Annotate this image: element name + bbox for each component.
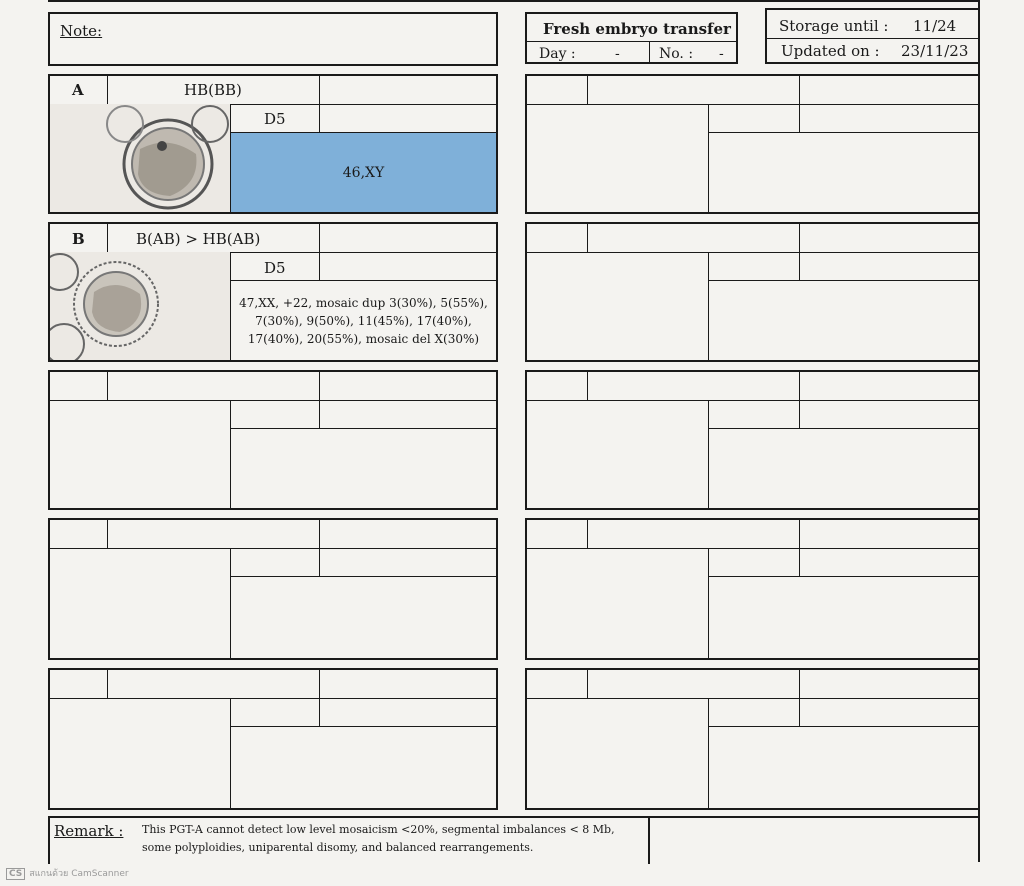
camscanner-logo-icon: CS — [6, 868, 25, 880]
updated-value: 23/11/23 — [901, 42, 969, 60]
remark-row — [48, 816, 980, 864]
pgt-result-line: 7(30%), 9(50%), 11(45%), 17(40%), — [255, 313, 472, 328]
storage-divider — [767, 38, 978, 39]
fresh-col-divider — [649, 41, 650, 62]
embryo-card-empty — [525, 74, 980, 214]
note-box — [48, 12, 498, 66]
fresh-divider — [527, 41, 736, 42]
blastocyst-image — [50, 252, 230, 360]
embryo-card-empty — [525, 518, 980, 660]
embryo-id: B — [72, 230, 85, 248]
embryo-card-a — [48, 74, 498, 214]
day-label: Day : — [539, 46, 576, 62]
embryo-grade: HB(BB) — [184, 81, 242, 99]
day-value: - — [615, 46, 620, 62]
note-label: Note: — [60, 22, 103, 40]
updated-label: Updated on : — [781, 42, 880, 60]
embryo-card-empty — [48, 518, 498, 660]
remark-divider — [648, 818, 650, 864]
storage-label: Storage until : — [779, 17, 889, 35]
embryo-id: A — [72, 81, 84, 99]
embryo-photo — [50, 104, 230, 212]
remark-text-line-1: This PGT-A cannot detect low level mosaicism <20%, segmental imbalances < 8 Mb, — [142, 823, 615, 836]
remark-text-line-2: some polyploidies, uniparental disomy, and balanced rearrangements. — [142, 841, 534, 854]
top-rule — [48, 0, 978, 2]
embryo-card-empty — [525, 370, 980, 510]
embryo-card-empty — [48, 370, 498, 510]
embryo-card-empty — [525, 668, 980, 810]
pgt-result-line: 17(40%), 20(55%), mosaic del X(30%) — [247, 331, 480, 346]
embryo-grade: B(AB) > HB(AB) — [136, 230, 261, 248]
embryo-photo — [50, 252, 230, 360]
no-value: - — [719, 46, 724, 62]
embryo-card-empty — [48, 668, 498, 810]
pgt-result-line: 47,XX, +22, mosaic dup 3(30%), 5(55%), — [239, 295, 488, 310]
storage-value: 11/24 — [913, 17, 957, 35]
pgt-result-cell — [231, 133, 496, 212]
blastocyst-image — [50, 104, 230, 212]
embryo-day: D5 — [264, 259, 286, 277]
no-label: No. : — [659, 46, 694, 62]
fresh-embryo-transfer-box — [525, 12, 738, 64]
remark-label: Remark : — [54, 822, 124, 840]
pgt-result-cell — [231, 281, 496, 360]
camscanner-text: สแกนด้วย CamScanner — [29, 869, 129, 879]
embryo-card-empty — [525, 222, 980, 362]
embryo-card-b — [48, 222, 498, 362]
fresh-embryo-transfer-title: Fresh embryo transfer — [543, 20, 731, 38]
pgt-result: 46,XY — [342, 164, 385, 181]
camscanner-watermark — [6, 866, 129, 880]
storage-box — [765, 8, 980, 64]
embryo-day: D5 — [264, 110, 286, 128]
